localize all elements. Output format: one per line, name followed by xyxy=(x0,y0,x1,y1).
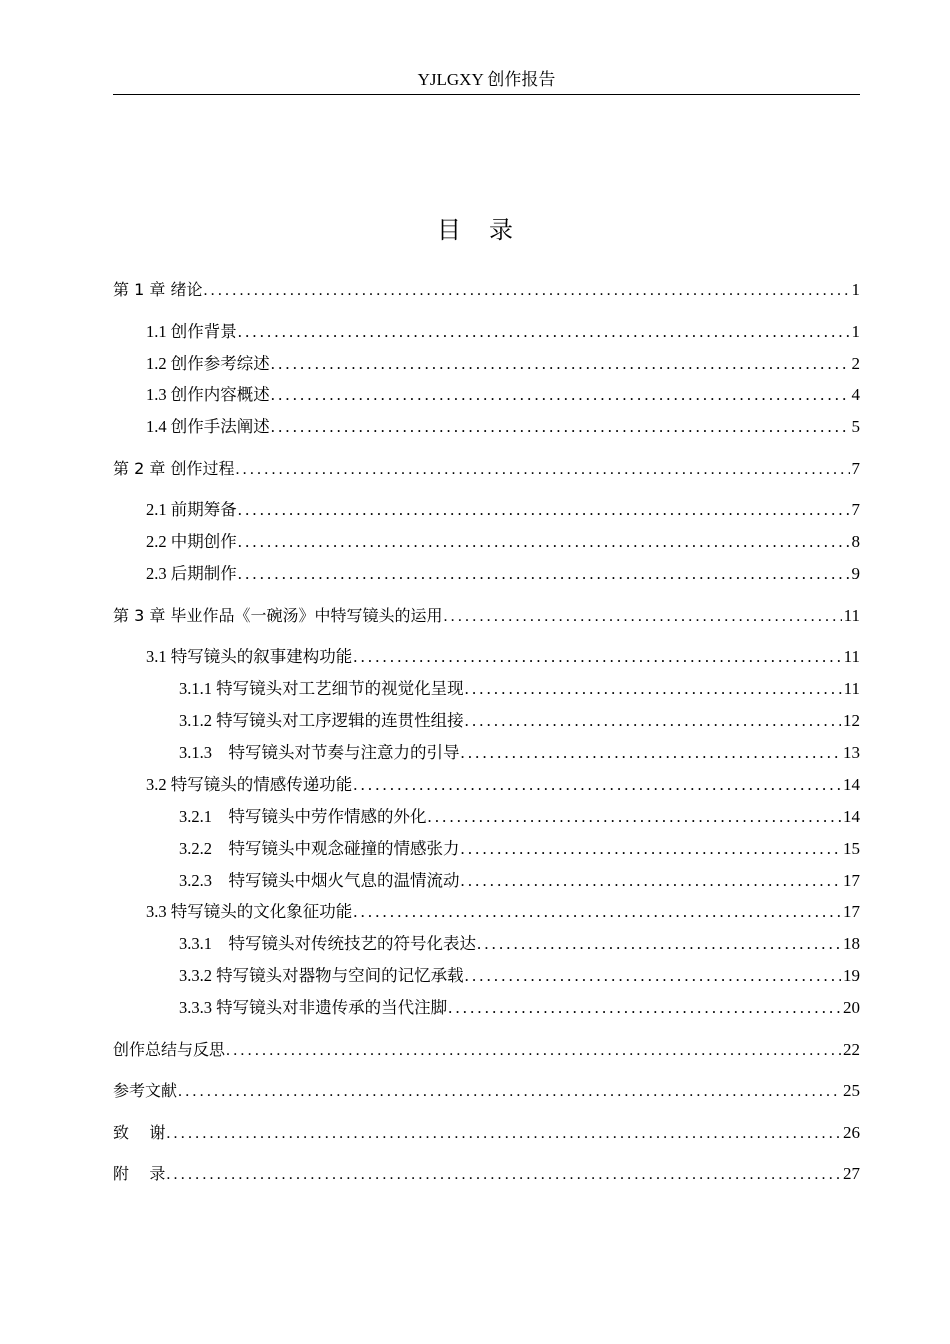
toc-entry-page: 11 xyxy=(843,647,860,666)
toc-entry-page: 11 xyxy=(843,679,860,698)
toc-entry-3-3-3[interactable] xyxy=(179,996,860,1020)
toc-leader-dots xyxy=(465,964,841,988)
toc-entry-page: 7 xyxy=(851,500,860,519)
toc-entry-3-2-3[interactable] xyxy=(179,869,860,893)
toc-entry-page: 4 xyxy=(851,385,860,404)
toc-entry-1-3[interactable] xyxy=(146,383,860,407)
toc-title xyxy=(0,210,950,245)
toc-leader-dots xyxy=(477,932,841,956)
toc-entry-3-3-2[interactable] xyxy=(179,964,860,988)
toc-entry-label: 附 录 xyxy=(113,1164,166,1183)
toc-entry-page: 9 xyxy=(851,564,860,583)
toc-leader-dots xyxy=(166,1122,841,1146)
toc-entry-label: 1.3 创作内容概述 xyxy=(146,385,270,404)
toc-entry-2-1[interactable] xyxy=(146,498,860,522)
toc-entry-page: 17 xyxy=(843,871,860,890)
toc-leader-dots xyxy=(353,773,841,797)
toc-entry-page: 27 xyxy=(843,1164,860,1183)
toc-entry-label: 3.3.3 特写镜头对非遗传承的当代注脚 xyxy=(179,998,448,1017)
toc-leader-dots xyxy=(465,709,841,733)
toc-entry-1-1[interactable] xyxy=(146,320,860,344)
toc-entry-page: 14 xyxy=(843,775,860,794)
toc-entry-label: 3.1.3 特写镜头对节奏与注意力的引导 xyxy=(179,743,460,762)
toc-entry-3-3[interactable] xyxy=(146,900,860,924)
toc-leader-dots xyxy=(238,320,850,344)
toc-leader-dots xyxy=(178,1080,841,1104)
toc-entry-appendix[interactable] xyxy=(113,1162,860,1186)
toc-entry-page: 20 xyxy=(843,998,860,1017)
toc-entry-label: 3.2 特写镜头的情感传递功能 xyxy=(146,775,353,794)
toc-entry-page: 26 xyxy=(843,1123,860,1142)
toc-entry-page: 2 xyxy=(851,354,860,373)
toc-leader-dots xyxy=(235,458,849,482)
toc-entry-3-2-2[interactable] xyxy=(179,837,860,861)
toc-entry-page: 1 xyxy=(851,322,860,341)
toc-leader-dots xyxy=(353,900,841,924)
toc-entry-page: 5 xyxy=(851,417,860,436)
toc-entry-1-4[interactable] xyxy=(146,415,860,439)
toc-title-left: 目 xyxy=(437,216,461,244)
toc-entry-page: 1 xyxy=(851,280,860,299)
toc-entry-chapter-3[interactable] xyxy=(113,604,860,628)
toc-entry-page: 19 xyxy=(843,966,860,985)
page-header xyxy=(113,70,860,95)
toc-entry-label: 1.4 创作手法阐述 xyxy=(146,417,270,436)
toc-entry-label: 3.3 特写镜头的文化象征功能 xyxy=(146,902,353,921)
toc-entry-page: 22 xyxy=(843,1040,860,1059)
toc-entry-3-3-1[interactable] xyxy=(179,932,860,956)
toc-entry-page: 13 xyxy=(843,743,860,762)
toc-entry-label: 3.1 特写镜头的叙事建构功能 xyxy=(146,647,353,666)
toc-entry-page: 11 xyxy=(843,606,860,625)
toc-entry-label: 3.3.2 特写镜头对器物与空间的记忆承载 xyxy=(179,966,464,985)
toc-entry-label: 1.1 创作背景 xyxy=(146,322,237,341)
toc-entry-2-2[interactable] xyxy=(146,530,860,554)
toc-entry-label: 创作总结与反思 xyxy=(113,1040,226,1059)
toc-leader-dots xyxy=(271,352,850,376)
toc-entry-label: 参考文献 xyxy=(113,1081,178,1100)
toc-leader-dots xyxy=(203,279,849,303)
toc-entry-label: 3.1.2 特写镜头对工序逻辑的连贯性组接 xyxy=(179,711,464,730)
toc-leader-dots xyxy=(461,741,842,765)
header-text: YJLGXY 创作报告 xyxy=(417,70,556,89)
toc-entry-label: 2.3 后期制作 xyxy=(146,564,237,583)
toc-entry-label: 第 2 章 创作过程 xyxy=(113,459,235,478)
toc-entry-summary[interactable] xyxy=(113,1038,860,1062)
toc-leader-dots xyxy=(465,677,842,701)
toc-leader-dots xyxy=(353,645,841,669)
toc-entry-label: 1.2 创作参考综述 xyxy=(146,354,270,373)
toc-entry-label: 3.2.3 特写镜头中烟火气息的温情流动 xyxy=(179,871,460,890)
toc-entry-page: 12 xyxy=(843,711,860,730)
toc-entry-1-2[interactable] xyxy=(146,352,860,376)
toc-leader-dots xyxy=(443,605,841,629)
toc-entry-label: 3.2.1 特写镜头中劳作情感的外化 xyxy=(179,807,427,826)
toc-entry-label: 3.3.1 特写镜头对传统技艺的符号化表达 xyxy=(179,934,476,953)
toc-entry-page: 14 xyxy=(843,807,860,826)
toc-entry-label: 第 1 章 绪论 xyxy=(113,280,203,299)
toc-entry-3-2[interactable] xyxy=(146,773,860,797)
toc-entry-label: 3.2.2 特写镜头中观念碰撞的情感张力 xyxy=(179,839,460,858)
toc-leader-dots xyxy=(271,415,850,439)
toc-title-right: 录 xyxy=(489,216,513,244)
toc-leader-dots xyxy=(238,562,850,586)
toc-leader-dots xyxy=(238,498,850,522)
toc-entry-2-3[interactable] xyxy=(146,562,860,586)
toc-leader-dots xyxy=(238,530,850,554)
toc-leader-dots xyxy=(428,805,842,829)
toc-leader-dots xyxy=(461,837,842,861)
toc-entry-chapter-2[interactable] xyxy=(113,457,860,481)
toc-entry-label: 3.1.1 特写镜头对工艺细节的视觉化呈现 xyxy=(179,679,464,698)
toc-entry-acknowledgements[interactable] xyxy=(113,1121,860,1145)
toc-entry-3-1-2[interactable] xyxy=(179,709,860,733)
toc-leader-dots xyxy=(166,1163,841,1187)
toc-entry-references[interactable] xyxy=(113,1079,860,1103)
toc-entry-3-1[interactable] xyxy=(146,645,860,669)
toc-entry-chapter-1[interactable] xyxy=(113,278,860,302)
toc-entry-page: 17 xyxy=(843,902,860,921)
toc-entry-label: 2.1 前期筹备 xyxy=(146,500,237,519)
toc-entry-label: 致 谢 xyxy=(113,1123,166,1142)
toc-leader-dots xyxy=(461,869,842,893)
toc-entry-3-1-3[interactable] xyxy=(179,741,860,765)
toc-leader-dots xyxy=(448,996,841,1020)
toc-entry-3-1-1[interactable] xyxy=(179,677,860,701)
toc-leader-dots xyxy=(271,383,850,407)
toc-entry-page: 7 xyxy=(851,459,860,478)
toc-entry-3-2-1[interactable] xyxy=(179,805,860,829)
toc-leader-dots xyxy=(226,1039,841,1063)
toc-entry-page: 18 xyxy=(843,934,860,953)
toc-entry-page: 8 xyxy=(851,532,860,551)
toc-entry-page: 15 xyxy=(843,839,860,858)
toc-entry-page: 25 xyxy=(843,1081,860,1100)
toc-entry-label: 第 3 章 毕业作品《一碗汤》中特写镜头的运用 xyxy=(113,606,443,625)
toc-entry-label: 2.2 中期创作 xyxy=(146,532,237,551)
